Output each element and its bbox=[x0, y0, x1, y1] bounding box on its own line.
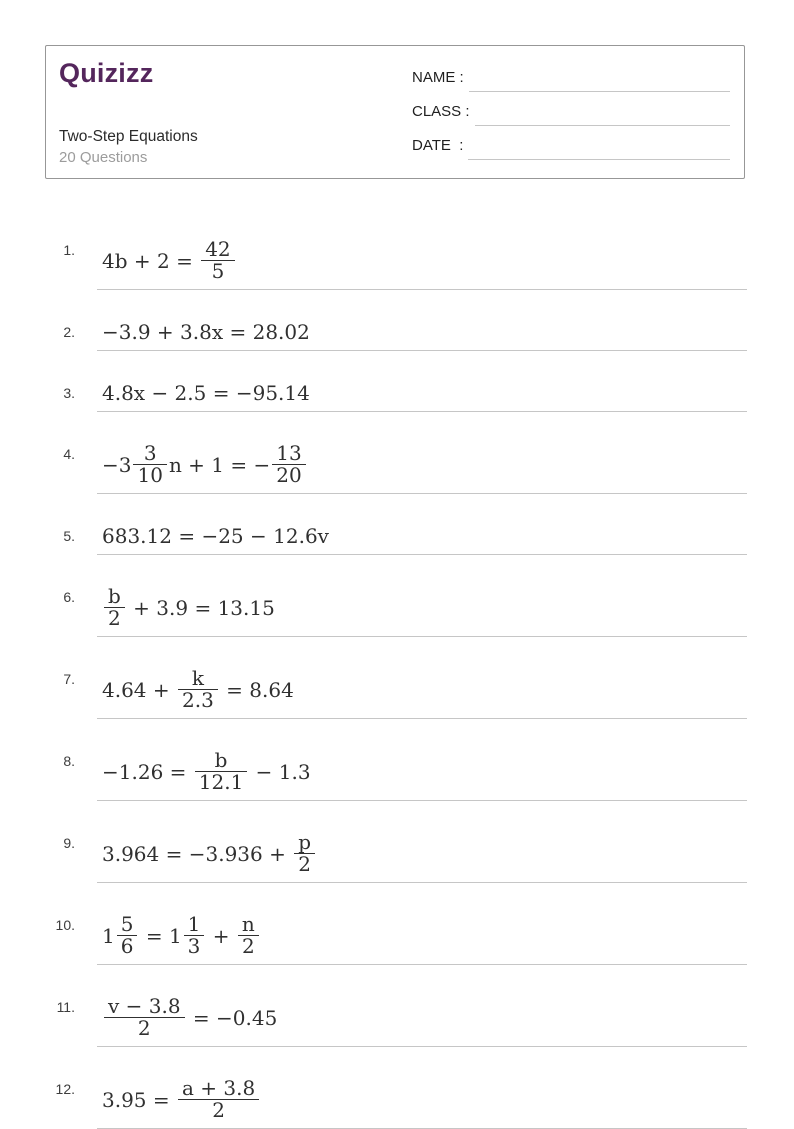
fraction-numerator: 13 bbox=[276, 441, 302, 465]
header-left bbox=[59, 58, 198, 166]
fraction-numerator: k bbox=[191, 666, 204, 690]
field-row bbox=[412, 58, 730, 92]
fraction-denominator: 2 bbox=[238, 935, 259, 957]
equation-text: 3.964 = −3.936 + bbox=[102, 841, 293, 866]
student-info-fields bbox=[412, 58, 730, 166]
question-number: 4. bbox=[63, 446, 75, 462]
equation-text: 3.95 = bbox=[102, 1087, 177, 1112]
question-row bbox=[45, 1078, 747, 1129]
fraction-numerator: a + 3.8 bbox=[182, 1076, 256, 1100]
question-content bbox=[97, 914, 747, 965]
equation-text: + bbox=[206, 923, 236, 948]
fraction bbox=[178, 668, 218, 711]
question-number: 2. bbox=[63, 324, 75, 340]
question-number: 9. bbox=[63, 835, 75, 851]
fraction bbox=[133, 443, 166, 486]
question-row bbox=[45, 443, 747, 494]
fraction-denominator: 6 bbox=[117, 935, 138, 957]
field-label: CLASS : bbox=[412, 103, 470, 120]
equation bbox=[102, 750, 747, 793]
equation-text: 4b + 2 = bbox=[102, 248, 200, 273]
field-label: NAME : bbox=[412, 69, 464, 86]
equation-text: − 1.3 bbox=[249, 759, 311, 784]
question-row bbox=[45, 914, 747, 965]
fraction-numerator: 42 bbox=[205, 237, 231, 261]
question-content bbox=[97, 586, 747, 637]
equation bbox=[102, 239, 747, 282]
equation-text: = −0.45 bbox=[186, 1005, 278, 1030]
equation-text: = 8.64 bbox=[219, 677, 294, 702]
question-number: 12. bbox=[55, 1081, 75, 1097]
fraction-denominator: 2 bbox=[178, 1099, 259, 1121]
fraction-denominator: 20 bbox=[272, 464, 305, 486]
question-number: 10. bbox=[55, 917, 75, 933]
question-number: 6. bbox=[63, 589, 75, 605]
fraction-numerator: 3 bbox=[143, 441, 157, 465]
fraction bbox=[184, 914, 205, 957]
question-list bbox=[45, 239, 747, 1129]
question-row bbox=[45, 586, 747, 637]
fraction-numerator: b bbox=[214, 748, 228, 772]
fraction-numerator: v − 3.8 bbox=[108, 994, 181, 1018]
fraction-denominator: 12.1 bbox=[195, 771, 248, 793]
field-row bbox=[412, 92, 730, 126]
fraction-denominator: 3 bbox=[184, 935, 205, 957]
worksheet-header bbox=[45, 45, 745, 179]
fraction-denominator: 10 bbox=[133, 464, 166, 486]
fraction-denominator: 2.3 bbox=[178, 689, 218, 711]
equation bbox=[102, 443, 747, 486]
field-row bbox=[412, 126, 730, 160]
fraction-numerator: n bbox=[241, 912, 255, 936]
fraction-denominator: 2 bbox=[104, 1017, 185, 1039]
question-row bbox=[45, 996, 747, 1047]
question-row bbox=[45, 668, 747, 719]
question-content bbox=[97, 832, 747, 883]
equation bbox=[102, 586, 747, 629]
equation bbox=[102, 914, 747, 957]
fraction bbox=[238, 914, 259, 957]
fraction bbox=[195, 750, 248, 793]
question-row bbox=[45, 382, 747, 412]
fraction-numerator: p bbox=[298, 830, 312, 854]
equation-text: −3 bbox=[102, 452, 132, 477]
equation bbox=[102, 832, 747, 875]
question-content bbox=[97, 668, 747, 719]
question-number: 5. bbox=[63, 528, 75, 544]
equation bbox=[102, 1078, 747, 1121]
question-number: 7. bbox=[63, 671, 75, 687]
fraction-numerator: 5 bbox=[120, 912, 134, 936]
equation-text: −3.9 + 3.8x = 28.02 bbox=[102, 320, 310, 344]
equation-text: 1 bbox=[102, 923, 115, 948]
field-label: DATE : bbox=[412, 137, 464, 154]
question-number: 8. bbox=[63, 753, 75, 769]
fraction-denominator: 2 bbox=[294, 853, 315, 875]
field-blank-line bbox=[468, 158, 730, 160]
question-count: 20 Questions bbox=[59, 149, 148, 166]
equation-text: 4.8x − 2.5 = −95.14 bbox=[102, 381, 310, 405]
fraction bbox=[117, 914, 138, 957]
fraction bbox=[201, 239, 234, 282]
equation bbox=[102, 382, 747, 404]
fraction-denominator: 2 bbox=[104, 607, 125, 629]
question-content bbox=[97, 525, 747, 555]
fraction-numerator: 1 bbox=[187, 912, 201, 936]
equation bbox=[102, 996, 747, 1039]
question-content bbox=[97, 321, 747, 351]
question-content bbox=[97, 239, 747, 290]
equation-text: 683.12 = −25 − 12.6v bbox=[102, 524, 329, 548]
question-row bbox=[45, 239, 747, 290]
equation bbox=[102, 525, 747, 547]
question-number: 1. bbox=[63, 242, 75, 258]
fraction bbox=[272, 443, 305, 486]
question-content bbox=[97, 1078, 747, 1129]
title-block bbox=[59, 128, 198, 166]
question-number: 11. bbox=[56, 999, 75, 1015]
equation bbox=[102, 668, 747, 711]
equation-text: n + 1 = − bbox=[168, 452, 271, 477]
question-content bbox=[97, 382, 747, 412]
question-row bbox=[45, 525, 747, 555]
fraction bbox=[104, 586, 125, 629]
fraction-denominator: 5 bbox=[201, 260, 234, 282]
question-row bbox=[45, 832, 747, 883]
equation-text: = 1 bbox=[139, 923, 182, 948]
fraction bbox=[294, 832, 315, 875]
fraction bbox=[104, 996, 185, 1039]
question-row bbox=[45, 321, 747, 351]
question-row bbox=[45, 750, 747, 801]
worksheet-title: Two-Step Equations bbox=[59, 128, 198, 145]
question-number: 3. bbox=[63, 385, 75, 401]
fraction-numerator: b bbox=[108, 584, 121, 608]
question-content bbox=[97, 443, 747, 494]
question-content bbox=[97, 750, 747, 801]
equation-text: 4.64 + bbox=[102, 677, 177, 702]
equation-text: + 3.9 = 13.15 bbox=[126, 595, 275, 620]
fraction bbox=[178, 1078, 259, 1121]
question-content bbox=[97, 996, 747, 1047]
equation bbox=[102, 321, 747, 343]
equation-text: −1.26 = bbox=[102, 759, 193, 784]
quizizz-logo: Quizizz bbox=[59, 58, 154, 88]
